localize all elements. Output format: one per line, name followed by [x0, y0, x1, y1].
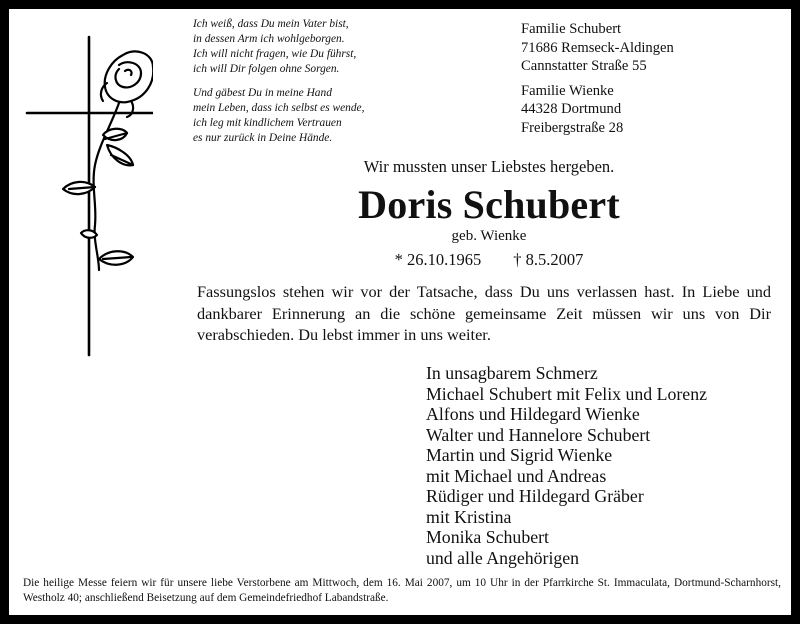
poem-stanza — [193, 86, 423, 146]
family-address — [521, 20, 721, 76]
street: Freibergstraße 28 — [521, 119, 624, 136]
mourners-line: Rüdiger und Hildegard Gräber — [426, 486, 644, 506]
poem-stanza — [193, 17, 423, 77]
cross-with-rose-icon — [23, 35, 153, 370]
birth-date: * 26.10.1965 — [394, 250, 482, 269]
death-date: † 8.5.2007 — [513, 250, 584, 269]
obituary-notice — [9, 9, 791, 615]
mourners-line: und alle Angehörigen — [426, 547, 580, 568]
mourners-line: Monika Schubert — [426, 527, 549, 547]
poem — [193, 17, 423, 155]
mourners-list — [426, 363, 786, 568]
family-name: Familie Wienke — [521, 82, 614, 99]
poem-line: ich leg mit kindlichem Vertrauen — [193, 117, 342, 129]
poem-line: Und gäbest Du in meine Hand — [193, 87, 332, 99]
mourners-line: mit Michael und Andreas — [426, 465, 607, 486]
mourners-line: mit Kristina — [426, 506, 512, 527]
family-addresses — [521, 20, 721, 144]
mourners-line: In unsagbarem Schmerz — [426, 363, 598, 383]
statement-text: Fassungslos stehen wir vor der Tatsache, dass Du uns verlassen hast. In Liebe und dankbarer Erinnerung an die schöne gemeinsame Zeit müssen wir uns von Dir verabschieden. Du lebst immer in uns weiter. — [197, 282, 771, 344]
life-dates — [194, 250, 784, 270]
poem-line: Ich weiß, dass Du mein Vater bist, — [193, 18, 349, 30]
poem-line: in dessen Arm ich wohlgeborgen. — [193, 33, 345, 45]
intro-text: Wir mussten unser Liebstes hergeben. — [363, 157, 615, 176]
poem-line: Ich will nicht fragen, wie Du führst, — [193, 48, 357, 60]
maiden-name: geb. Wienke — [451, 228, 527, 244]
poem-line: mein Leben, dass ich selbst es wende, — [193, 102, 365, 114]
street: Cannstatter Straße 55 — [521, 58, 647, 75]
postal-city: 71686 Remseck-Aldingen — [521, 39, 674, 56]
postal-city: 44328 Dortmund — [521, 101, 622, 118]
mourners-line: Martin und Sigrid Wienke — [426, 445, 613, 465]
mourners-line: Walter und Hannelore Schubert — [426, 424, 651, 445]
mass-notice: Die heilige Messe feiern wir für unsere liebe Verstorbene am Mittwoch, dem 16. Mai 2007, um 10 Uhr in der Pfarrkirche St. Immaculata, Dortmund-Scharnhorst, Westholz 40; anschließend Beisetzung auf dem Gemeindefriedhof Labandstraße. — [23, 577, 781, 604]
mourners-line: Alfons und Hildegard Wienke — [426, 404, 640, 424]
poem-line: es nur zurück in Deine Hände. — [193, 132, 333, 144]
poem-line: ich will Dir folgen ohne Sorgen. — [193, 63, 340, 75]
family-name: Familie Schubert — [521, 21, 622, 37]
deceased-name: Doris Schubert — [358, 182, 620, 227]
mourners-line: Michael Schubert mit Felix und Lorenz — [426, 383, 707, 404]
family-address — [521, 82, 721, 138]
